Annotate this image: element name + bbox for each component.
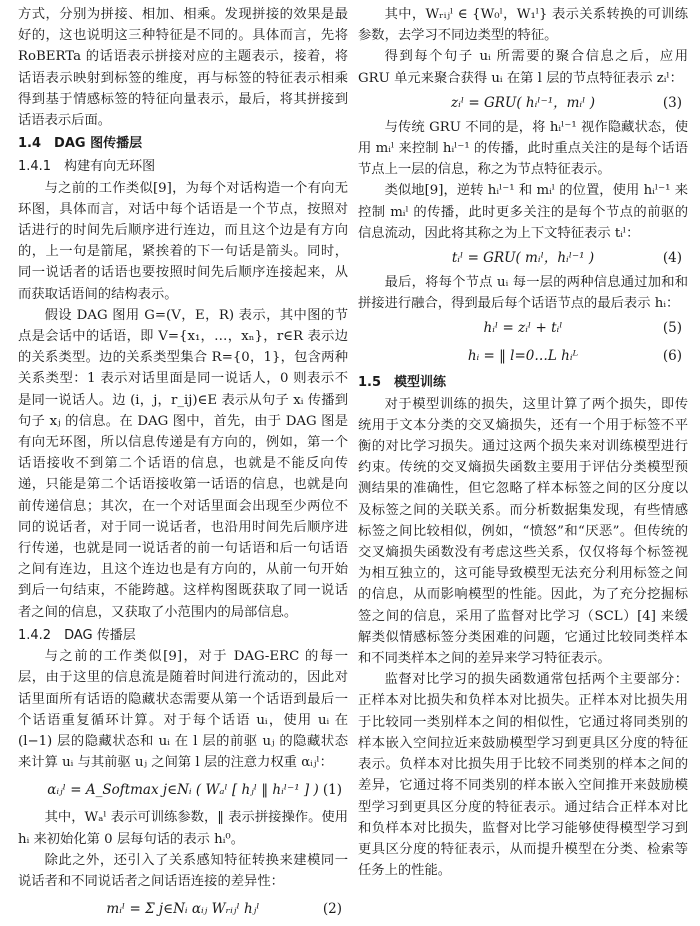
equation: [358, 342, 688, 370]
equation: [18, 892, 348, 926]
paragraph: 对于模型训练的损失，这里计算了两个损失，即传统用于文本分类的交叉熵损失，还有一个用于标签不平衡的对比学习损失。通过这两个损失来对训练模型进行约束。传统的交叉熵损失函数主要用于评估分类模型预测结果的准确性，但它忽略了样本标签之间的区分度以及标签之间的关联关系。而分析数据集发现，有些情感标签之间比较相似，例如，“愤怒”和“厌恶”。但传统的交叉熵损失函数没有考虑这些关系，仅仅将每个标签视为相互独立的，这可能导致模型无法充分利用标签之间的信息，从而影响模型的性能。因此，为了充分挖掘标签之间的信息，采用了监督对比学习（SCL）[4] 来缓解类似情感标签分类困难的问题，它通过比较同类样本和不同类样本之间的差异来学习特征表示。: [358, 396, 688, 667]
paragraph: 与之前的工作类似[9]，为每个对话构造一个有向无环图，具体而言，对话中每个话语是一个节点，按照对话进行的时间先后顺序进行连边，而且这个边是有方向的，上一句是箭尾，紧挨着的下一句话是箭头。同时，同一说话者的话语也要按照时间先后顺序连接起来，从而获取话语间的结构表示。: [18, 180, 348, 302]
paragraph: 监督对比学习的损失函数通常包括两个主要部分：正样本对比损失和负样本对比损失。正样本对比损失用于比较同一类别样本之间的相似性，它通过将同类别的样本嵌入空间拉近来鼓励模型学习到更具区分度的特征表示。负样本对比损失用于比较不同类别的样本之间的差异，它通过将不同类别的样本嵌入空间推开来鼓励模型学习到更具区分度的特征表示。通过结合正样本对比和负样本对比损失，监督对比学习能够使得模型学习到更具区分度的特征表示，从而提升模型在分类、检索等任务上的性能。: [358, 672, 688, 879]
section-heading: 1.5 模型训练: [358, 375, 447, 391]
paragraph: 与之前的工作类似[9]，对于 DAG-ERC 的每一层，由于这里的信息流是随着时间进行流动的，因此对话里面所有话语的隐藏状态需要从第一个话语到最后一个话语重复循环计算。对于每个话语 uᵢ，使用 uᵢ 在 (l−1) 层的隐藏状态和 uᵢ 在 l 层的前驱 uⱼ 的隐藏状态来计算 uᵢ 与其前驱 uⱼ 之间第 l 层的注意力权重 αᵢⱼˡ：: [18, 649, 348, 771]
right-column: [358, 4, 688, 881]
paragraph: 最后，将每个节点 uᵢ 每一层的两种信息通过加和和拼接进行融合，得到最后每个话语节点的最后表示 hᵢ：: [358, 275, 688, 312]
subsection-heading: 1.4.1 构建有向无环图: [18, 159, 156, 175]
equation-body: hᵢ = ‖ l=0…L hᵢᴸ: [467, 348, 579, 365]
paragraph: 类似地[9]，逆转 hᵢˡ⁻¹ 和 mᵢˡ 的位置，使用 hᵢˡ⁻¹ 来控制 mᵢˡ 的传播，此时更多关注的是每个节点的前驱的信息流动，因此将其称之为上下文特征表示 tᵢˡ：: [358, 183, 688, 241]
equation-body: zᵢˡ = GRU( hᵢˡ⁻¹，mᵢˡ ): [451, 94, 595, 111]
paragraph: 其中，Wᵣᵢⱼˡ ∈ {W₀ˡ，W₁ˡ} 表示关系转换的可训练参数，去学习不同边类型的特征。: [358, 7, 688, 44]
equation: [358, 314, 688, 342]
equation-number: (3): [662, 94, 682, 111]
equation-number: (6): [662, 348, 682, 365]
paragraph: 方式，分别为拼接、相加、相乘。发现拼接的效果是最好的，这也说明这三种特征是不同的。具体而言，先将 RoBERTa 的话语表示拼接对应的主题表示，接着，将话语表示映射到标签的维度，再与标签的特征表示相乘得到基于情感标签的特征向量表示，最后，将其拼接到话语表示后面。: [18, 7, 348, 129]
equation: [358, 244, 688, 272]
paragraph: 除此之外，还引入了关系感知特征转换来建模同一说话者和不同说话者之间话语连接的差异性：: [18, 852, 348, 889]
equation: [18, 773, 348, 807]
equation-number: (4): [662, 250, 682, 267]
equation-body: hᵢˡ = zᵢˡ + tᵢˡ: [483, 320, 563, 337]
paragraph: 与传统 GRU 不同的是，将 hᵢˡ⁻¹ 视作隐藏状态，使用 mᵢˡ 来控制 hᵢˡ⁻¹ 的传播，此时重点关注的是每个话语节点上一层的信息，称之为节点特征表示。: [358, 119, 688, 178]
left-column: [18, 4, 348, 926]
equation-number: (2): [322, 901, 342, 918]
equation: [358, 89, 688, 117]
equation-number: (1): [322, 782, 342, 799]
subsection-heading: 1.4.2 DAG 传播层: [18, 627, 136, 643]
paragraph: 其中，Wₐˡ 表示可训练参数，‖ 表示拼接操作。使用 hᵢ 来初始化第 0 层每句话的表示 hᵢ⁰。: [18, 810, 348, 847]
equation-body: αᵢⱼˡ = A_Softmax j∈Nᵢ ( Wₐˡ [ hⱼˡ ‖ hᵢˡ⁻¹ ] ): [47, 782, 319, 799]
equation-number: (5): [662, 320, 682, 337]
paragraph: 得到每个句子 uᵢ 所需要的聚合信息之后，应用 GRU 单元来聚合获得 uᵢ 在第 l 层的节点特征表示 zᵢˡ：: [358, 49, 688, 86]
equation-body: mᵢˡ = Σ j∈Nᵢ αᵢⱼ Wᵣᵢⱼˡ hⱼˡ: [106, 901, 260, 918]
section-heading: 1.4 DAG 图传播层: [18, 136, 143, 152]
equation-body: tᵢˡ = GRU( mᵢˡ，hᵢˡ⁻¹ ): [451, 250, 595, 267]
paragraph: 假设 DAG 图用 G=(V，E，R) 表示，其中图的节点是会话中的话语，即 V={x₁，…，xₙ}，r∈R 表示边的关系类型。边的关系类型集合 R={0，1}，包含两种关系类型：1 表示对话里面是同一说话人，0 则表示不是同一说话人。边 (i，j，r_ij)∈E 表示从句子 xᵢ 传播到句子 xⱼ 的信息。在 DAG 图中，首先，由于 DAG 图是有向无环图，所以信息传递是有方向的，例如，第一个话语接收不到第二个话语的信息，也就是不能反向传递，只能是第二个话语接收第一话语的信息，也就是向前传递信息；其次，在一个对话里面会出现至少两位不同的说话者，对于同一说话者，也沿用时间先后顺序进行传递，也就是同一说话者的前一句话语和后一句话语之间有连边，且这个连边也是有方向的，从前一句开始到后一句结束，不能跨越。这样构图既获取了同一说话者之间的信息，又获取了小范围内的局部信息。: [18, 307, 348, 620]
